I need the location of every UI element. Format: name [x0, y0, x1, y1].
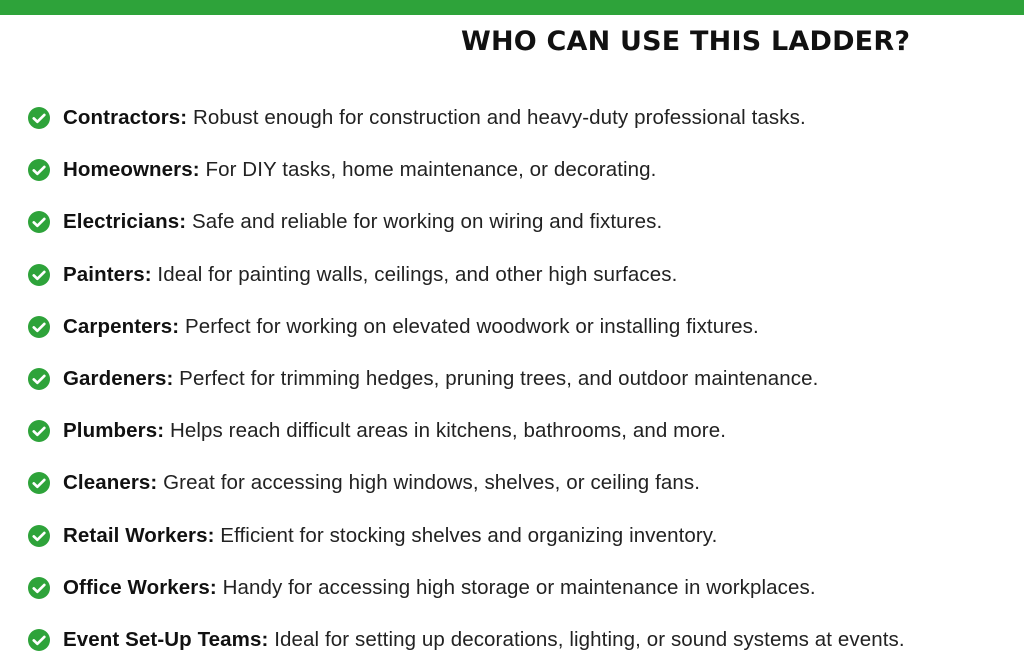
list-item-text — [63, 524, 717, 548]
role-label: Office Workers: — [63, 575, 217, 599]
role-description: For DIY tasks, home maintenance, or decorating. — [199, 158, 657, 182]
list-item-text — [63, 158, 656, 182]
role-description: Ideal for setting up decorations, lighting, or sound systems at events. — [268, 627, 905, 651]
role-description: Safe and reliable for working on wiring and fixtures. — [186, 210, 663, 234]
role-label: Electricians: — [63, 210, 187, 234]
list-item — [0, 301, 1024, 353]
check-circle-icon — [28, 420, 50, 442]
list-item — [0, 353, 1024, 405]
check-circle-icon — [28, 107, 50, 129]
list-item — [0, 92, 1024, 144]
check-circle-icon — [28, 264, 50, 286]
list-item-text — [63, 263, 677, 287]
role-label: Plumbers: — [63, 419, 165, 443]
list-item — [0, 562, 1024, 614]
list-item-text — [63, 628, 905, 652]
list-item-text — [63, 367, 818, 391]
check-circle-icon — [28, 159, 50, 181]
role-label: Carpenters: — [63, 314, 180, 338]
list-item-text — [63, 106, 806, 130]
list-item-text — [63, 419, 726, 443]
list-item — [0, 614, 1024, 661]
role-label: Retail Workers: — [63, 523, 215, 547]
list-item-text — [63, 315, 759, 339]
list-item-text — [63, 210, 662, 234]
role-description: Efficient for stocking shelves and organizing inventory. — [214, 523, 718, 547]
check-circle-icon — [28, 472, 50, 494]
role-label: Event Set-Up Teams: — [63, 627, 269, 651]
list-item-text — [63, 576, 816, 600]
check-circle-icon — [28, 211, 50, 233]
role-description: Great for accessing high windows, shelves, or ceiling fans. — [157, 471, 701, 495]
check-circle-icon — [28, 525, 50, 547]
list-item — [0, 457, 1024, 509]
top-accent-bar — [0, 0, 1024, 15]
check-circle-icon — [28, 368, 50, 390]
check-circle-icon — [28, 577, 50, 599]
role-description: Perfect for working on elevated woodwork or installing fixtures. — [179, 314, 759, 338]
role-label: Gardeners: — [63, 367, 174, 391]
role-label: Homeowners: — [63, 158, 200, 182]
audience-list — [0, 92, 1024, 661]
list-item — [0, 405, 1024, 457]
role-label: Cleaners: — [63, 471, 158, 495]
role-description: Handy for accessing high storage or maintenance in workplaces. — [216, 575, 816, 599]
check-circle-icon — [28, 629, 50, 651]
role-description: Helps reach difficult areas in kitchens, bathrooms, and more. — [164, 419, 727, 443]
list-item — [0, 510, 1024, 562]
page-title: WHO CAN USE THIS LADDER? — [461, 26, 911, 57]
list-item-text — [63, 471, 700, 495]
list-item — [0, 196, 1024, 248]
list-item — [0, 144, 1024, 196]
check-circle-icon — [28, 316, 50, 338]
role-description: Perfect for trimming hedges, pruning trees, and outdoor maintenance. — [173, 367, 819, 391]
role-description: Ideal for painting walls, ceilings, and other high surfaces. — [151, 262, 678, 286]
role-description: Robust enough for construction and heavy-duty professional tasks. — [187, 106, 806, 130]
role-label: Contractors: — [63, 106, 188, 130]
list-item — [0, 249, 1024, 301]
role-label: Painters: — [63, 262, 152, 286]
